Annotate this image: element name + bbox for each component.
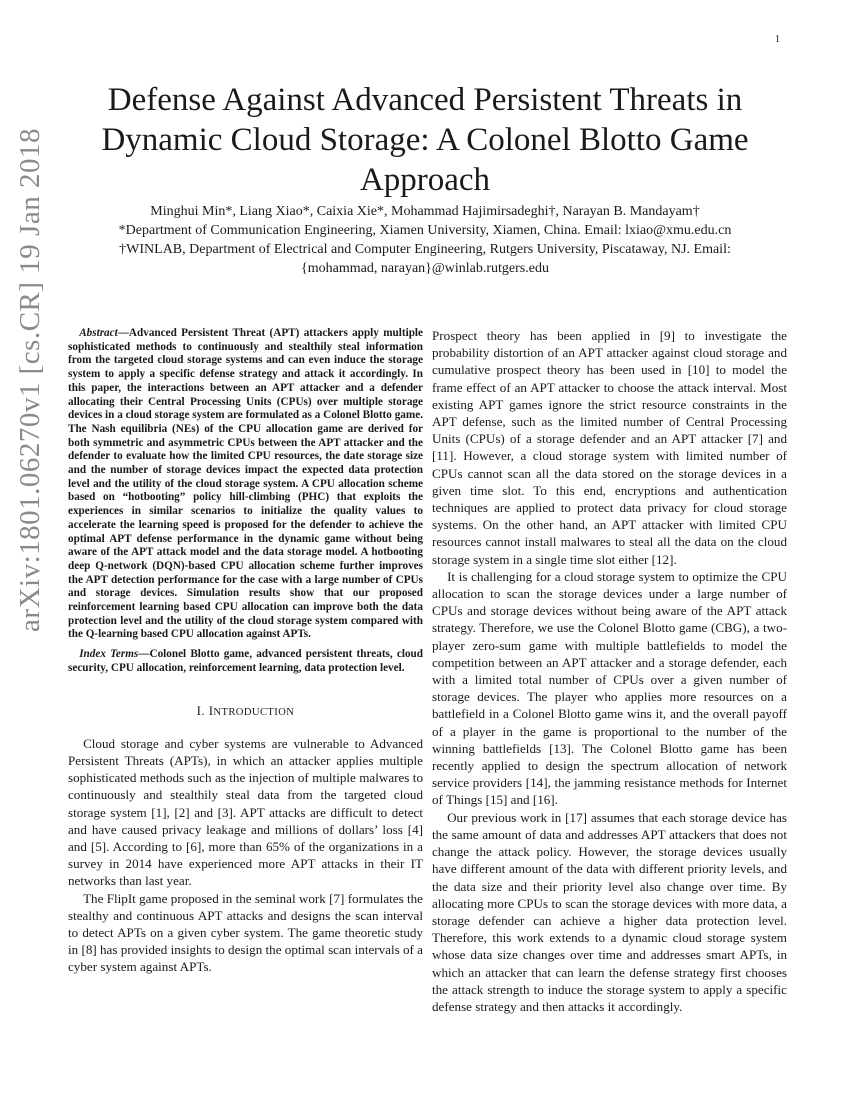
author-block — [70, 202, 780, 278]
body-paragraph: It is challenging for a cloud storage system to optimize the CPU allocation to scan the storage devices under a large number of CPUs and storage devices without being aware of the APT attack strategy. Therefore, we use the Colonel Blotto game (CBG), a two-player zero-sum game with multiple battlefields to model the competition between an APT attacker and a storage defender, each with a limited total number of CPUs over a given number of storage devices. The player who applies more resources on a battlefield in a Colonel Blotto game wins it, and the overall payoff of a player in the game is proportional to the number of the winning battlefields [13]. The Colonel Blotto game has been recently applied to design the spectrum allocation of network service providers [14], the jamming resistance methods for Internet of Things [15] and [16]. — [432, 568, 787, 808]
index-terms — [68, 648, 423, 675]
affiliation-winlab-email: {mohammad, narayan}@winlab.rutgers.edu — [301, 261, 549, 276]
paper-title: Defense Against Advanced Persistent Threats in Dynamic Cloud Storage: A Colonel Blotto Game Approach — [101, 82, 749, 198]
abstract — [68, 327, 423, 676]
index-terms-label: Index Terms — [79, 648, 139, 661]
introduction-body-right — [432, 327, 787, 1015]
left-column — [68, 327, 423, 976]
abstract-paragraph — [68, 327, 423, 642]
body-paragraph: Prospect theory has been applied in [9] to investigate the probability distortion of an APT attacker against cloud storage and cumulative prospect theory has been used in [10] to model the frame effect of an APT attacker to choose the attack interval. Most existing APT games ignore the strict resource constraints in the APT defense, such as the limited number of Central Processing Units (CPUs) of a storage defender and an APT attacker [7] and [11]. However, a cloud storage system with limited number of CPUs cannot scan all the data stored on the storage devices in a given time slot. To this end, encryptions and authentication techniques are applied to protect data privacy for cloud storage systems. On the other hand, an APT attacker with limited CPU resources cannot install malwares to steal all the data on the cloud storage system in a single time slot either [12]. — [432, 328, 787, 567]
body-paragraph: Cloud storage and cyber systems are vulnerable to Advanced Persistent Threats (APTs), in which an attacker applies multiple sophisticated methods such as the injection of multiple malwares to continuously and stealthily steal data from the targeted cloud storage system [1], [2] and [3]. APT attacks are difficult to detect and have caused privacy leakage and millions of dollars’ loss [4] and [5]. According to [6], more than 65% of the organizations in a survey in 2014 have experienced more APT attacks in their IT networks than last year. — [68, 735, 423, 889]
section-heading-introduction: I. INTRODUCTION — [196, 702, 295, 718]
affiliation-xiamen: *Department of Communication Engineering, Xiamen University, Xiamen, China. Email: lxiao@xmu.edu.cn — [118, 223, 732, 238]
introduction-body-left — [68, 735, 423, 976]
abstract-text: —Advanced Persistent Threat (APT) attackers apply multiple sophisticated methods to continuously and stealthily steal information from the targeted cloud storage systems and can even induce the storage system to apply a specific defense strategy and attack it accordingly. In this paper, the interactions between an APT attacker and a defender allocating their Central Processing Units (CPUs) over multiple storage devices in a cloud storage system are formulated as a Colonel Blotto game. The Nash equilibria (NEs) of the CPU allocation game are derived for both symmetric and asymmetric CPUs between the APT attacker and the defender to evaluate how the limited CPU resources, the date storage size and the number of storage devices impact the expected data protection level and the utility of the cloud storage system. A CPU allocation scheme based on “hotbooting” policy hill-climbing (PHC) that exploits the experiences in similar scenarios to initialize the quality values to accelerate the learning speed is proposed for the defender to achieve the optimal APT defense performance in the dynamic game without being aware of the APT attack model and the data storage model. A hotbooting deep Q-network (DQN)-based CPU allocation scheme further improves the APT detection performance for the case with a large number of CPUs and storage devices. Simulation results show that our proposed reinforcement learning based CPU allocation can improve both the data protection level and the utility of the cloud storage system compared with the Q-learning based CPU allocation against APTs. — [68, 327, 423, 641]
index-terms-text: —Colonel Blotto game, advanced persistent threats, cloud security, CPU allocation, reinforcement learning, data protection level. — [68, 648, 423, 674]
body-paragraph: The FlipIt game proposed in the seminal work [7] formulates the stealthy and continuous APT attacks and designs the scan interval to detect APTs on a given cyber system. The game theoretic study in [8] has provided insights to design the optimal scan intervals of a cyber system against APTs. — [68, 890, 423, 975]
affiliation-winlab: †WINLAB, Department of Electrical and Computer Engineering, Rutgers University, Piscataway, NJ. Email: — [119, 242, 731, 257]
abstract-label: Abstract — [79, 327, 118, 339]
page-number: 1 — [775, 34, 780, 45]
right-column — [432, 327, 787, 1015]
body-paragraph: Our previous work in [17] assumes that each storage device has the same amount of data and addresses APT attackers that does not change the attack policy. However, the storage devices usually have different amount of the data with different priority levels, and the data size and their priority level also change over time. By allocating more CPUs to scan the storage devices with more data, a storage defender can achieve a higher data protection level. Therefore, this work extends to a dynamic cloud storage system whose data size changes over time and addresses smart APTs, in which an attacker that can learn the defense strategy first chooses the attack strength to induce the storage system to apply a specific defense strategy and then attacks it accordingly. — [432, 809, 787, 1014]
arxiv-stamp: arXiv:1801.06270v1 [cs.CR] 19 Jan 2018 — [14, 128, 46, 632]
author-names: Minghui Min*, Liang Xiao*, Caixia Xie*, Mohammad Hajimirsadeghi†, Narayan B. Mandayam† — [150, 204, 700, 219]
